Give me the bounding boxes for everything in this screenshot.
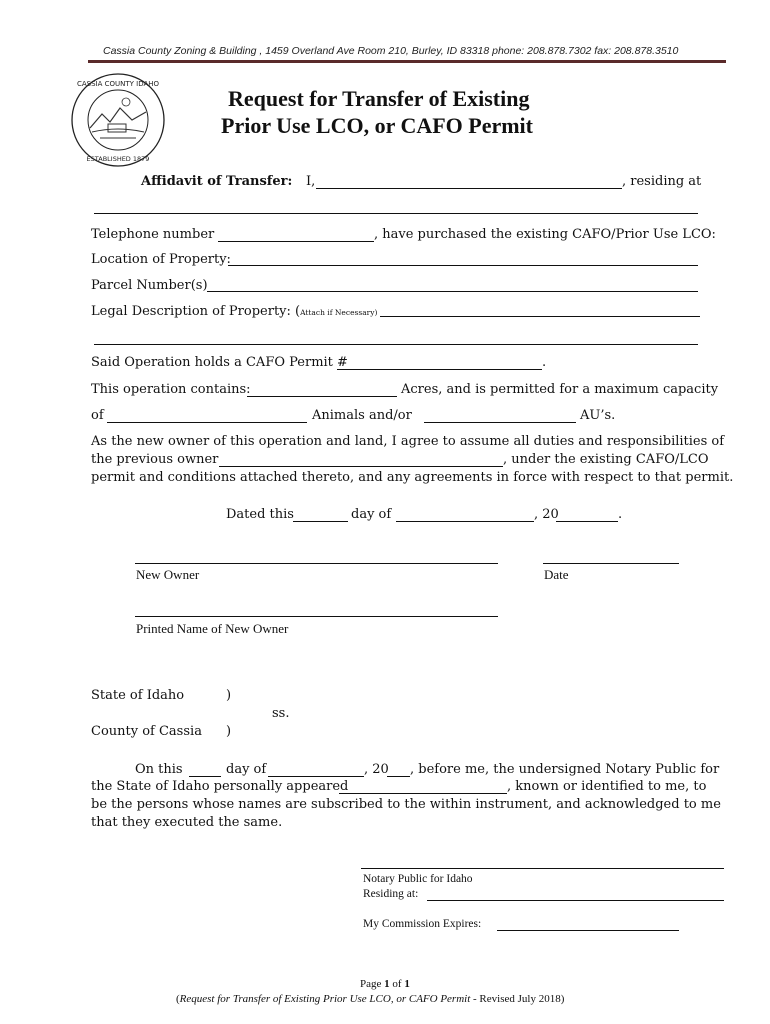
notary-line-2a: the State of Idaho personally appeared <box>91 779 349 794</box>
notary-line-3: be the persons whose names are subscribed to the within instrument, and acknowledged to me <box>91 797 721 812</box>
dated-dayof: day of <box>351 507 392 522</box>
permit-suffix: . <box>542 355 547 370</box>
new-owner-label: New Owner <box>136 567 200 582</box>
dated-twenty: , 20 <box>534 507 559 522</box>
date-label: Date <box>544 567 569 582</box>
county-label: County of Cassia <box>91 724 202 739</box>
commission-label: My Commission Expires: <box>363 918 482 930</box>
page-current: 1 <box>384 978 390 990</box>
legal-field[interactable] <box>380 316 700 317</box>
state-label: State of Idaho <box>91 688 185 703</box>
header-rule <box>88 60 726 63</box>
animals-field[interactable] <box>107 422 307 423</box>
paragraph-line-2a: the previous owner <box>91 452 219 467</box>
notary-year-field[interactable] <box>387 776 410 777</box>
affidavit-i: I, <box>306 174 316 189</box>
permit-label: Said Operation holds a CAFO Permit # <box>91 355 348 370</box>
contains-suffix: Acres, and is permitted for a maximum capacity <box>401 382 719 397</box>
notary-day-field[interactable] <box>189 776 221 777</box>
title-line-1: Request for Transfer of Existing <box>228 86 530 111</box>
printed-name-label: Printed Name of New Owner <box>136 621 289 636</box>
page-prefix: Page <box>360 978 385 990</box>
page-number <box>360 978 410 990</box>
residing-at-label: Residing at: <box>363 888 419 900</box>
telephone-field[interactable] <box>218 241 374 242</box>
notary-signature-line[interactable] <box>361 868 724 869</box>
dated-period: . <box>618 507 623 522</box>
appeared-name-field[interactable] <box>339 793 507 794</box>
animals-label: Animals and/or <box>312 408 412 423</box>
legal-field-2[interactable] <box>94 344 698 345</box>
notary-residing-field[interactable] <box>427 900 724 901</box>
state-paren: ) <box>226 688 232 703</box>
affiant-name-field[interactable] <box>316 188 622 189</box>
location-label: Location of Property: <box>91 252 231 267</box>
title-line-2: Prior Use LCO, or CAFO Permit <box>221 113 533 138</box>
location-field[interactable] <box>228 265 698 266</box>
affidavit-label: Affidavit of Transfer: <box>141 174 293 189</box>
notary-month-field[interactable] <box>268 776 364 777</box>
printed-name-line[interactable] <box>135 616 498 617</box>
county-seal <box>70 72 166 168</box>
of-label: of <box>91 408 104 423</box>
paragraph-line-3: permit and conditions attached thereto, and any agreements in force with respect to that permit. <box>91 470 734 485</box>
ss-label: ss. <box>272 706 290 721</box>
legal-label <box>91 304 377 319</box>
telephone-suffix: , have purchased the existing CAFO/Prior Use LCO: <box>374 227 716 242</box>
svg-text:ESTABLISHED 1879: ESTABLISHED 1879 <box>86 155 150 163</box>
footer-revised: - Revised July 2018) <box>470 993 565 1005</box>
notary-public-label: Notary Public for Idaho <box>363 873 473 885</box>
date-signature-line[interactable] <box>543 563 679 564</box>
dated-day-field[interactable] <box>293 521 348 522</box>
dated-label: Dated this <box>226 507 294 522</box>
dated-year-field[interactable] <box>556 521 618 522</box>
aus-label: AU’s. <box>580 408 616 423</box>
page-of: of <box>389 978 405 990</box>
notary-before-me: , before me, the undersigned Notary Public for <box>410 762 720 777</box>
header-address: Cassia County Zoning & Building , 1459 Overland Ave Room 210, Burley, ID 83318 phone: 208.878.7302 fax: 208.878.3510 <box>103 45 679 57</box>
affidavit-residing: , residing at <box>622 174 702 189</box>
svg-text:CASSIA COUNTY IDAHO: CASSIA COUNTY IDAHO <box>76 80 160 88</box>
seal-icon <box>70 72 166 168</box>
legal-note: Attach if Necessary) <box>300 308 378 317</box>
legal-label-text: Legal Description of Property: ( <box>91 304 301 319</box>
telephone-label: Telephone number <box>91 227 215 242</box>
previous-owner-field[interactable] <box>219 466 503 467</box>
footer-caption-text: Request for Transfer of Existing Prior Use LCO, or CAFO Permit <box>179 993 471 1005</box>
residence-field[interactable] <box>94 213 698 214</box>
notary-line-2b: , known or identified to me, to <box>507 779 707 794</box>
notary-twenty: , 20 <box>364 762 389 777</box>
dated-month-field[interactable] <box>396 521 534 522</box>
acres-field[interactable] <box>247 396 397 397</box>
paragraph-line-1: As the new owner of this operation and land, I agree to assume all duties and responsibilities of <box>91 434 725 449</box>
permit-number-field[interactable] <box>337 369 542 370</box>
new-owner-signature-line[interactable] <box>135 563 498 564</box>
contains-label: This operation contains: <box>91 382 251 397</box>
parcel-field[interactable] <box>207 291 698 292</box>
footer-caption <box>176 993 564 1005</box>
commission-field[interactable] <box>497 930 679 931</box>
notary-line-4: that they executed the same. <box>91 815 283 830</box>
county-paren: ) <box>226 724 232 739</box>
page-total: 1 <box>404 978 410 990</box>
on-this-label: On this <box>135 762 183 777</box>
parcel-label: Parcel Number(s) <box>91 278 208 293</box>
footer-open-paren: ( <box>176 993 180 1005</box>
au-field[interactable] <box>424 422 576 423</box>
notary-dayof: day of <box>226 762 267 777</box>
paragraph-line-2b: , under the existing CAFO/LCO <box>503 452 709 467</box>
